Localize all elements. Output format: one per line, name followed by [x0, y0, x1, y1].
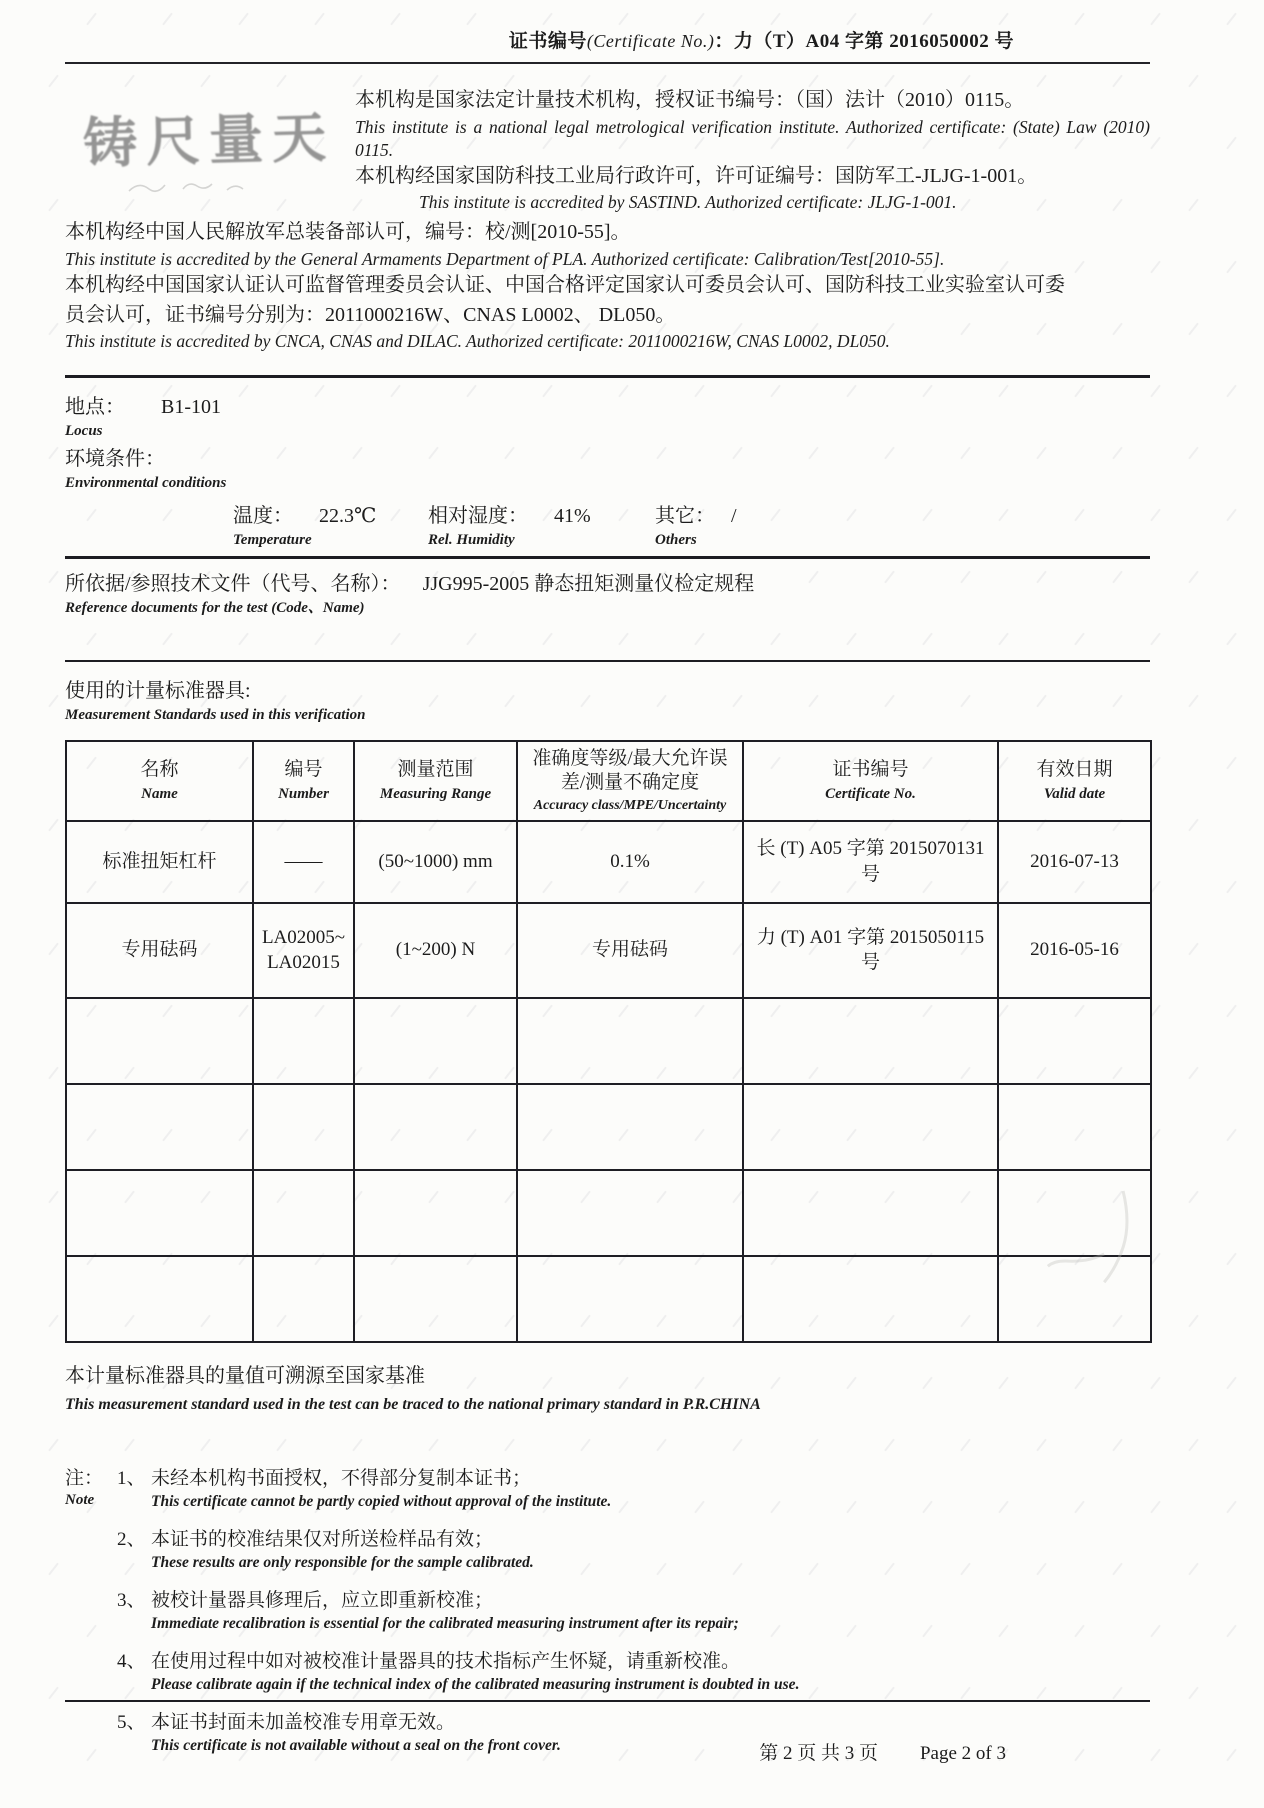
accreditation-line3-en: This institute is accredited by the General Armaments Department of PLA. Authorized certificate: Calibration/Test[2010-55].	[65, 249, 945, 270]
temperature-label-en: Temperature	[233, 531, 312, 548]
note-label-column	[65, 1463, 117, 1510]
env-conditions-label-zh: 环境条件：	[65, 447, 165, 470]
note-item-1: 1、 未经本机构书面授权，不得部分复制本证书； This certificate cannot be partly copied without approval of the institute.	[117, 1468, 612, 1511]
standards-title-en: Measurement Standards used in this verification	[65, 707, 366, 724]
col-header-number: 编号 Number	[253, 741, 354, 821]
table-row	[66, 903, 1151, 998]
others-label-zh: 其它：	[655, 504, 715, 527]
col-header-certificate-no: 证书编号 Certificate No.	[743, 741, 998, 821]
notes-section	[65, 1463, 1150, 1768]
scan-artifact	[1038, 1176, 1143, 1302]
traceability-zh: 本计量标准器具的量值可溯源至国家基准	[65, 1364, 425, 1387]
reference-value: JJG995-2005 静态扭矩测量仪检定规程	[422, 573, 755, 596]
cell-certificate: 长 (T) A05 字第 2015070131 号	[743, 821, 998, 903]
temperature-group	[233, 503, 428, 550]
note-label-en: Note	[65, 1492, 95, 1509]
reference-label-en: Reference documents for the test (Code、Name)	[65, 600, 365, 617]
note-label-zh: 注：	[65, 1468, 104, 1490]
accreditation-line1-zh: 本机构是国家法定计量技术机构，授权证书编号：（国）法计（2010）0115。	[355, 89, 1025, 111]
table-row-empty	[66, 1084, 1151, 1170]
cell-name: 标准扭矩杠杆	[66, 821, 253, 903]
cell-number: ——	[253, 821, 354, 903]
cert-no-label-zh: 证书编号	[508, 31, 587, 52]
accreditation-line3-zh: 本机构经中国人民解放军总装备部认可，编号：校/测[2010-55]。	[65, 221, 631, 244]
traceability-section	[65, 1363, 1150, 1416]
humidity-group	[428, 503, 655, 550]
col-header-name: 名称 Name	[66, 741, 253, 821]
col-header-measuring-range: 测量范围 Measuring Range	[354, 741, 517, 821]
cell-range: (1~200) N	[354, 903, 517, 998]
accreditation-line4-en: This institute is accredited by CNCA, CNAS and DILAC. Authorized certificate: 2011000216W, CNAS L0002, DL050.	[65, 331, 890, 352]
others-label-en: Others	[655, 531, 697, 548]
cell-name: 专用砝码	[66, 903, 253, 998]
section-divider-3	[65, 660, 1150, 662]
accreditation-line2-zh: 本机构经国家国防科技工业局行政许可，许可证编号：国防军工-JLJG-1-001。	[355, 164, 1038, 187]
location-section	[65, 394, 1150, 550]
certificate-number-header	[65, 26, 1150, 53]
standards-title-zh: 使用的计量标准器具:	[65, 680, 251, 703]
env-conditions-label-en: Environmental conditions	[65, 474, 227, 491]
cell-valid-date: 2016-05-16	[998, 903, 1151, 998]
col-header-accuracy: 准确度等级/最大允许误差/测量不确定度 Accuracy class/MPE/Uncertainty	[517, 741, 743, 821]
cert-no-label-en: (Certificate No.)	[586, 31, 715, 51]
page-number-zh: 第 2 页 共 3 页	[759, 1743, 878, 1764]
table-row-empty	[66, 1256, 1151, 1342]
cell-number: LA02005~ LA02015	[253, 903, 354, 998]
environment-values-row	[65, 503, 1150, 550]
cert-no-value: ：力（T）A04 字第 2016050002 号	[714, 31, 1014, 52]
others-value: /	[731, 504, 737, 527]
header-divider	[65, 62, 1150, 64]
section-divider-2	[65, 556, 1150, 559]
standards-table	[65, 740, 1152, 1343]
cell-accuracy: 专用砝码	[517, 903, 743, 998]
others-group	[655, 503, 1150, 550]
cell-accuracy: 0.1%	[517, 821, 743, 903]
note-item-2: 2、 本证书的校准结果仅对所送检样品有效； These results are only responsible for the sample calibrated.	[117, 1529, 534, 1572]
locus-label-en: Locus	[65, 423, 103, 440]
table-row	[66, 821, 1151, 903]
reference-label-zh: 所依据/参照技术文件（代号、名称）：	[65, 573, 401, 596]
cell-range: (50~1000) mm	[354, 821, 517, 903]
accreditation-line4-zh: 本机构经中国国家认证认可监督管理委员会认证、中国合格评定国家认可委员会认可、国防科技工业实验室认可委员会认可，证书编号分别为：2011000216W、CNAS L0002、 DL050。	[65, 274, 1065, 326]
traceability-en: This measurement standard used in the test can be traced to the national primary standard in P.R.CHINA	[65, 1395, 761, 1413]
table-row-empty	[66, 1170, 1151, 1256]
note-item-5: 5、 本证书封面未加盖校准专用章无效。 This certificate is not available without a seal on the front cover.	[117, 1712, 561, 1755]
table-header-row	[66, 741, 1151, 821]
accreditation-right-text	[355, 86, 1150, 214]
note-item-3: 3、 被校计量器具修理后，应立即重新校准； Immediate recalibration is essential for the calibrated measuring instrument after its repair;	[117, 1590, 739, 1633]
cell-valid-date: 2016-07-13	[998, 821, 1151, 903]
accreditation-line1-en: This institute is a national legal metrological verification institute. Authorized certificate: (State) Law (2010) 0115.	[355, 116, 1150, 160]
accreditation-full-width	[65, 218, 1150, 353]
table-row-empty	[66, 998, 1151, 1084]
locus-value: B1-101	[161, 396, 221, 419]
note-item-4: 4、 在使用过程中如对被校准计量器具的技术指标产生怀疑，请重新校准。 Please calibrate again if the technical index of the calibrated measuring instrument is doubted in use.	[117, 1651, 800, 1694]
temperature-label-zh: 温度：	[233, 504, 293, 527]
col-header-valid-date: 有效日期 Valid date	[998, 741, 1151, 821]
reference-section	[65, 571, 1150, 618]
accreditation-top-block	[65, 86, 1150, 214]
seal-calligraphy-text: 铸尺量天	[82, 107, 336, 175]
humidity-label-en: Rel. Humidity	[428, 531, 515, 548]
seal-flourish-marks	[65, 177, 355, 204]
temperature-value: 22.3℃	[319, 504, 377, 527]
humidity-value: 41%	[554, 504, 591, 527]
institute-seal	[65, 86, 355, 214]
cell-certificate: 力 (T) A01 字第 2015050115 号	[743, 903, 998, 998]
locus-label-zh: 地点：	[65, 396, 125, 419]
accreditation-line2-en: This institute is accredited by SASTIND. Authorized certificate: JLJG-1-001.	[419, 192, 957, 213]
standards-title	[65, 678, 1150, 725]
section-divider-1	[65, 375, 1150, 378]
page-number-en: Page 2 of 3	[919, 1743, 1006, 1764]
humidity-label-zh: 相对湿度：	[428, 504, 528, 527]
